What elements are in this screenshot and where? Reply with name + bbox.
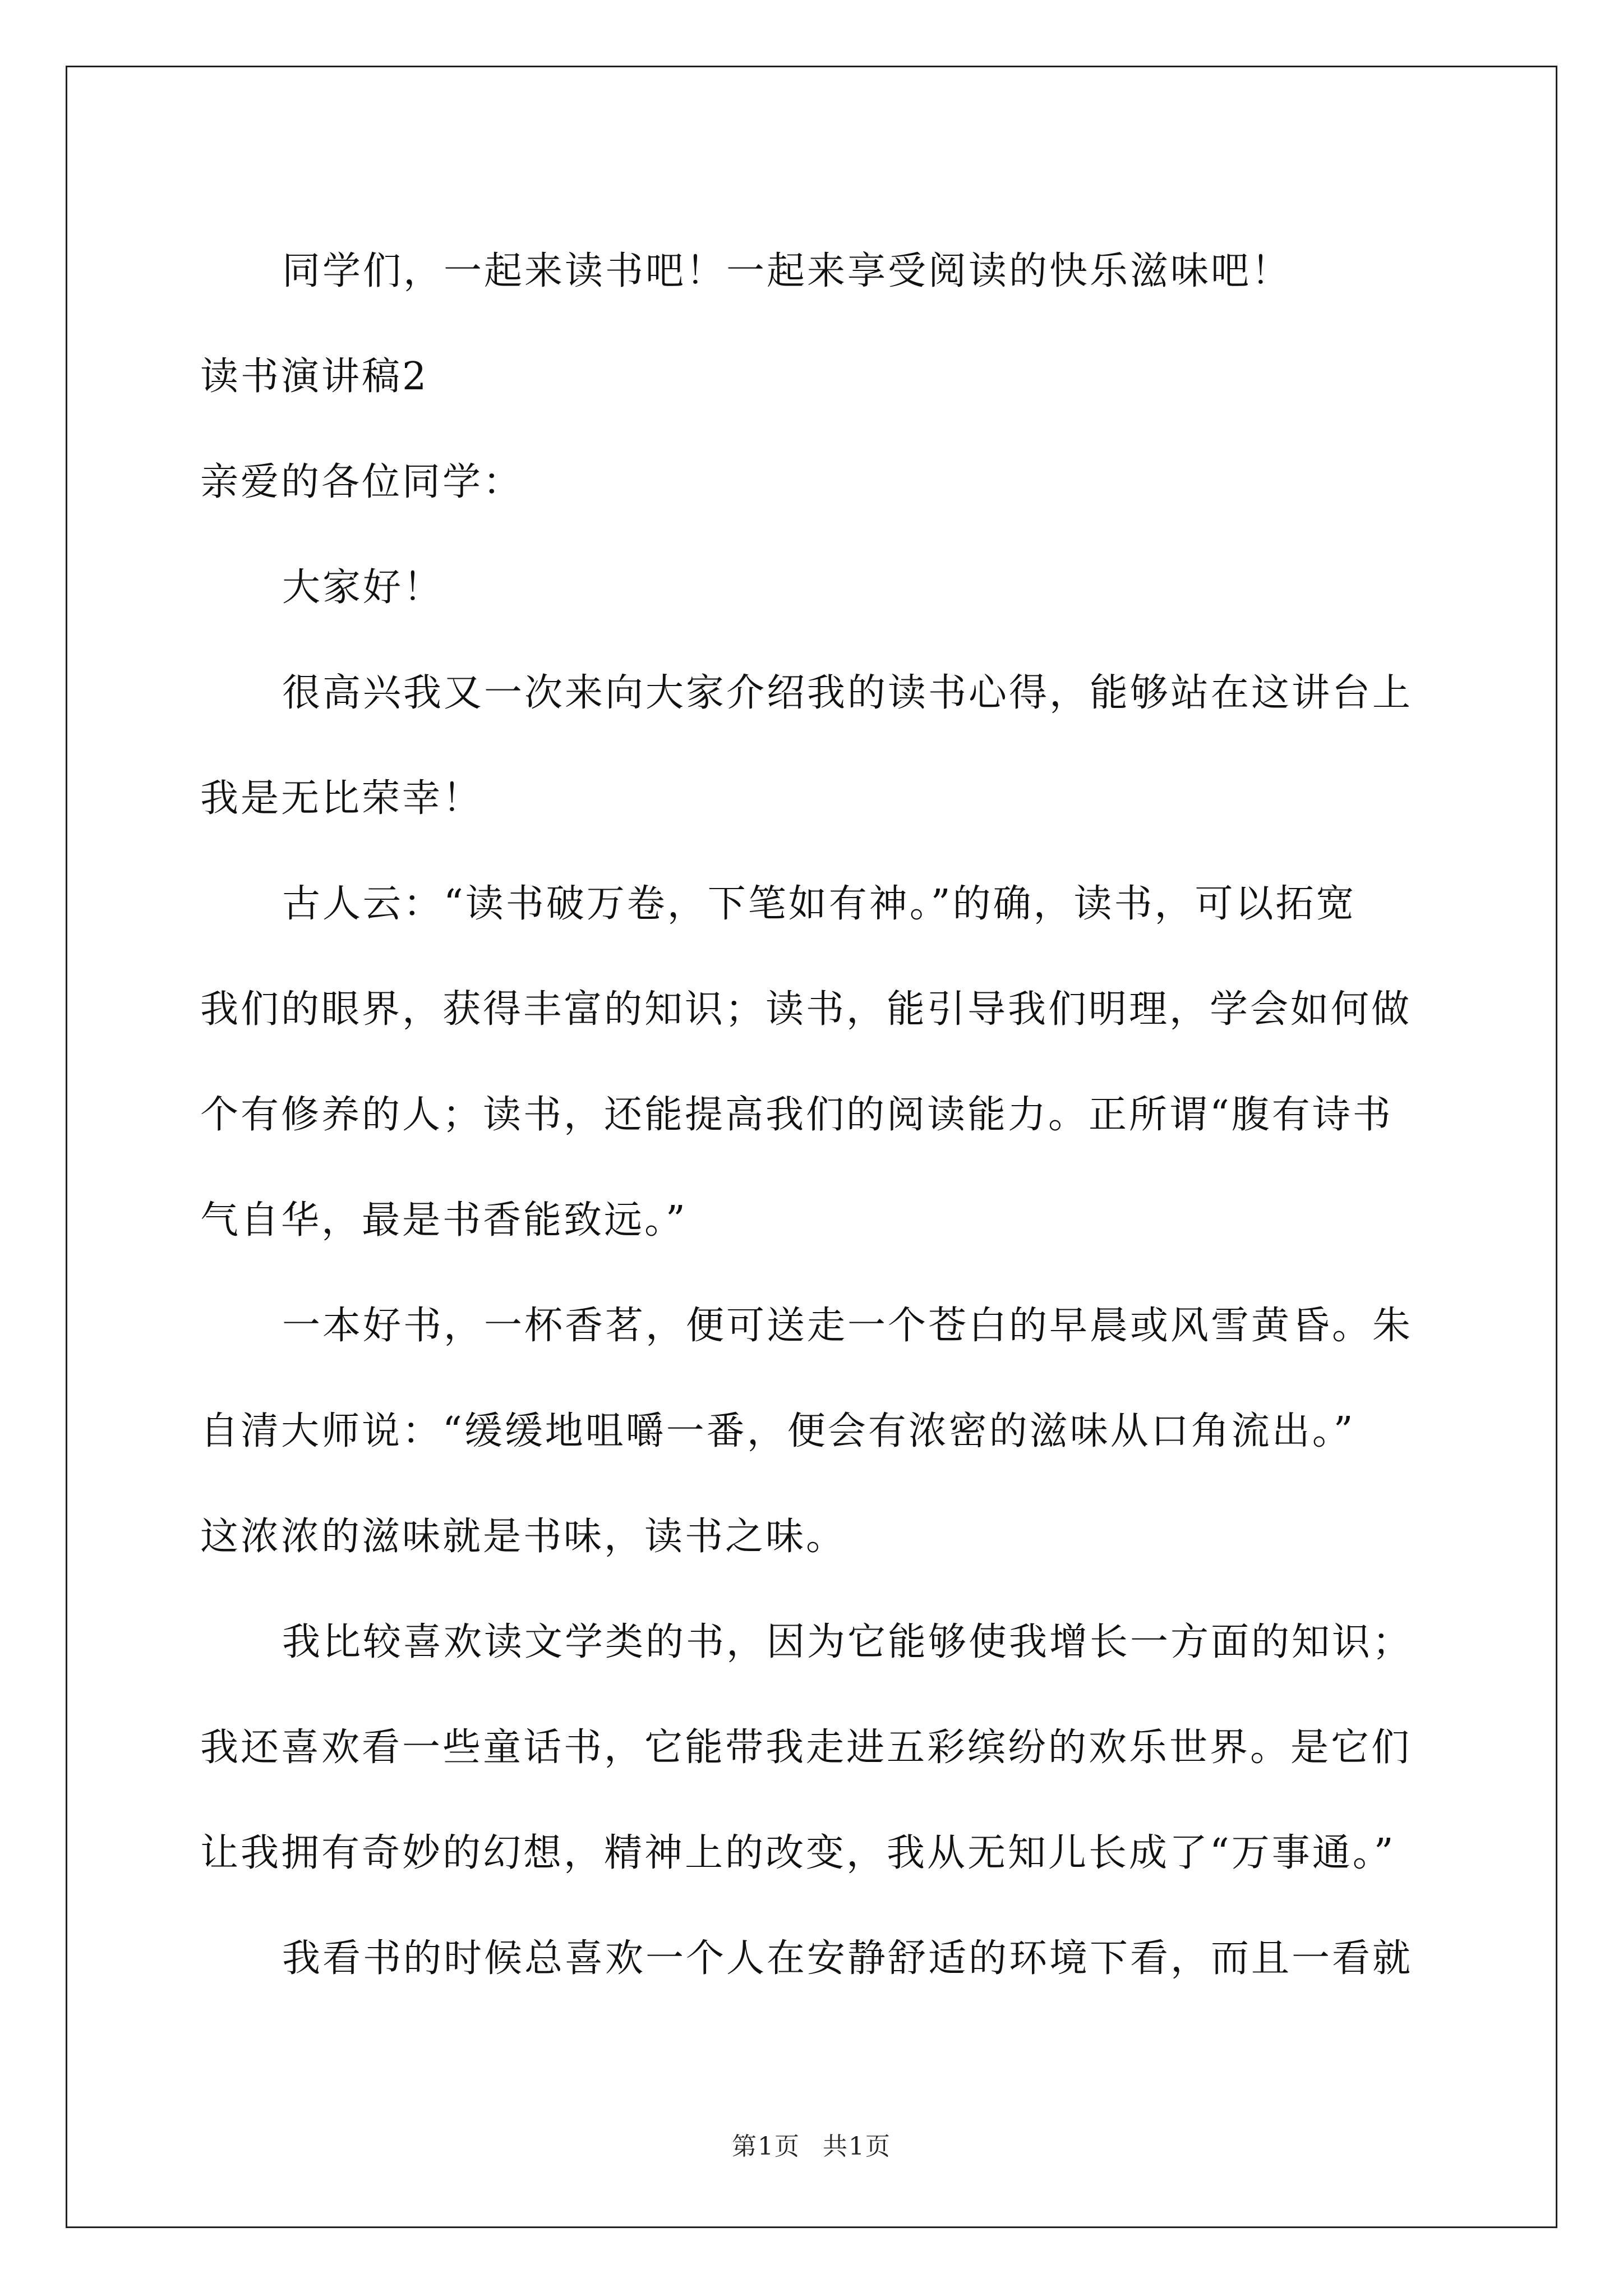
greeting: 大家好！ — [282, 565, 444, 610]
paragraph-line: 我比较喜欢读文学类的书，因为它能够使我增长一方面的知识； — [282, 1620, 1413, 1664]
paragraph-line: 一本好书，一杯香茗，便可送走一个苍白的早晨或风雪黄昏。朱 — [282, 1304, 1413, 1348]
paragraph-line: 我是无比荣幸！ — [200, 776, 483, 821]
page-footer — [0, 2126, 1623, 2162]
paragraph-line: 我还喜欢看一些童话书，它能带我走进五彩缤纷的欢乐世界。是它们 — [200, 1726, 1412, 1770]
paragraph-line: 我们的眼界，获得丰富的知识；读书，能引导我们明理，学会如何做 — [200, 987, 1412, 1032]
paragraph-line: 同学们，一起来读书吧！一起来享受阅读的快乐滋味吧！ — [282, 249, 1292, 293]
salutation: 亲爱的各位同学： — [200, 460, 524, 504]
document-body — [200, 219, 1434, 2012]
paragraph-line: 我看书的时候总喜欢一个人在安静舒适的环境下看，而且一看就 — [282, 1936, 1413, 1981]
paragraph-line: 气自华，最是书香能致远。” — [200, 1198, 688, 1243]
paragraph-line: 让我拥有奇妙的幻想，精神上的改变，我从无知儿长成了“万事通。” — [200, 1831, 1396, 1875]
paragraph-line: 个有修养的人；读书，还能提高我们的阅读能力。正所谓“腹有诗书 — [200, 1093, 1393, 1137]
paragraph-line: 很高兴我又一次来向大家介绍我的读书心得，能够站在这讲台上 — [282, 671, 1413, 715]
paragraph-line: 这浓浓的滋味就是书味，读书之味。 — [200, 1515, 847, 1559]
page-total: 共1页 — [823, 2132, 891, 2161]
section-heading: 读书演讲稿2 — [200, 355, 429, 399]
paragraph-line: 自清大师说：“缓缓地咀嚼一番，便会有浓密的滋味从口角流出。” — [200, 1409, 1355, 1453]
paragraph-line: 古人云：“读书破万卷，下笔如有神。”的确，读书，可以拓宽 — [282, 882, 1357, 926]
page-number: 第1页 — [732, 2132, 800, 2161]
